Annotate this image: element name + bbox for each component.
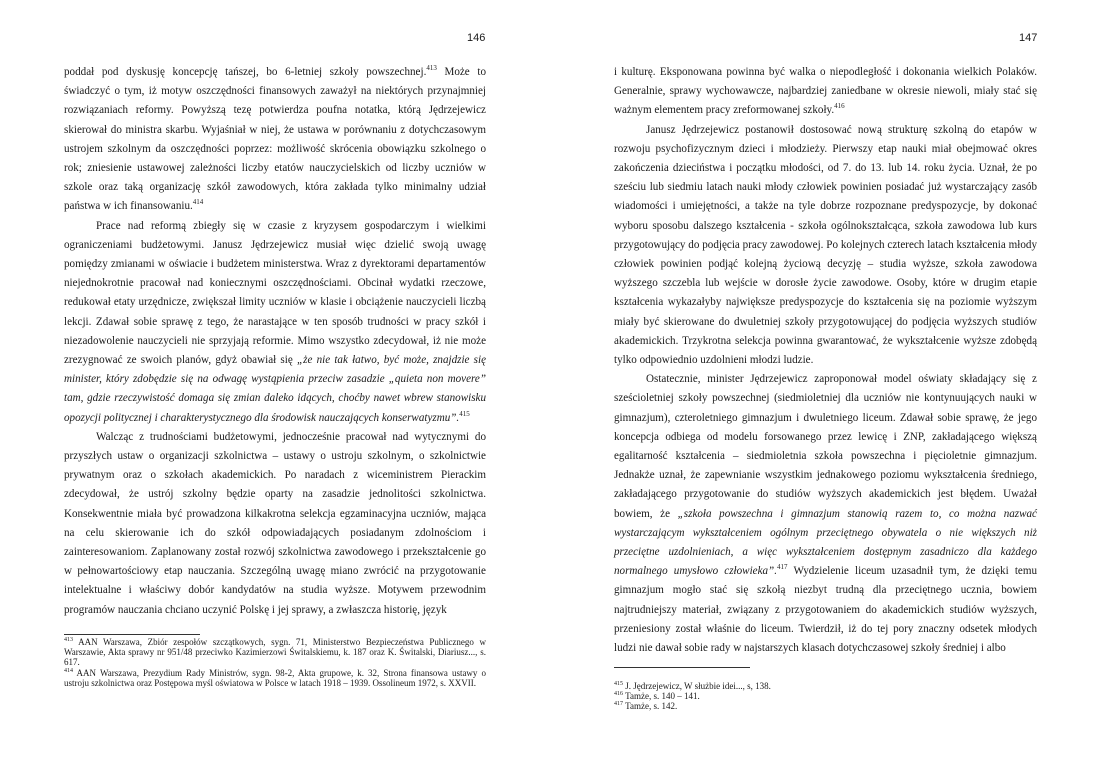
page-number: 147 [1019, 32, 1038, 44]
text-run: poddał pod dyskusję koncepcję tańszej, bo 6-letniej szkoły powszechnej. [64, 66, 427, 78]
paragraph [64, 217, 486, 428]
footnote-separator [64, 634, 200, 635]
footnote-ref: 414 [192, 198, 204, 207]
text-run: Prace nad reformą zbiegły się w czasie z kryzysem gospodarczym i wielkimi ograniczeniami budżetowymi. Janusz Jędrzejewicz musiał więc dzielić swoją uwagę pomiędzy zmianami w oświacie i budżetem ministerstwa. Wraz z dyrektorami departamentów niejednokrotnie pracował nad koniecznymi oszczędnościami. Obcinał wydatki rzeczowe, redukował etaty urzędnicze, zwiększał limity uczniów w klasie i obciążenie nauczycieli liczbą lekcji. Zdawał sobie sprawę z tego, że narastające w ten sposób trudności w pracy szkół i niezadowolenie nauczycieli nie sprzyjają reformie. Mimo wszystko zdecydował, iż nie może zrezygnować ze swoich planów, gdyż obawiał się [64, 219, 486, 367]
footnotes [64, 637, 486, 688]
body-text [614, 63, 1037, 658]
footnote-ref: 417 [777, 563, 788, 572]
footnote [614, 681, 1037, 691]
paragraph [64, 428, 486, 620]
quotation: „szkoła powszechna i gimnazjum stanowią razem to, co można nazwać wystarczającym wykształceniem ogólnym przeciętnego obywatela o nie większych niż przeciętne uzdolnieniach, a więc wykształceniem dostępnym zasadniczo dla każdego normalnego umysłowo człowieka”. [614, 507, 1037, 578]
footnote-text: AAN Warszawa, Prezydium Rady Ministrów, sygn. 98-2, Akta grupowe, k. 32, Strona finansowa ustawy o ustroju szkolnictwa oraz Postępowa myśl oświatowa w Polsce w latach 1918 – 1939. Ossolineum 1972, s. XXVII. [64, 667, 486, 688]
text-run: Może to świadczyć o tym, iż motyw oszczędności finansowych zaważył na niektórych przynajmniej rozwiązaniach reformy. Powyższą tezę potwierdza poufna notatka, którą Jędrzejewicz skierował do ministra skarbu. Wyjaśniał w niej, że ustawa w porównaniu z dotychczasowym ustrojem szkolnym da oszczędności poprzez: możliwość skrócenia obowiązku szkolnego o rok; zniesienie ustawowej zależności liczby etatów nauczycielskich od liczby uczniów w szkole oraz taką organizację szkół zawodowych, która zakłada tylko minimalny udział państwa w ich finansowaniu. [64, 66, 486, 213]
paragraph [614, 63, 1037, 121]
footnote-number: 417 [614, 701, 623, 708]
footnote-number: 416 [614, 691, 623, 698]
text-run: Walcząc z trudnościami budżetowymi, jednocześnie pracował nad wytycznymi do przyszłych ustaw o organizacji szkolnictwa – ustawy o ustroju szkolnym, o szkolnictwie prywatnym oraz o szkołach akademickich. Po naradach z wiceministrem Pierackim zdecydował, że ustrój szkolny będzie oparty na zasadzie jednolitości szkolnictwa. Konsekwentnie miała być prowadzona kilkakrotna selekcja egzaminacyjna uczniów, mająca na celu skierowanie ich do szkół odpowiadających posiadanym zdolnościom i zainteresowaniom. Zaplanowany został rozwój szkolnictwa zawodowego i przekształcenie go w pełnowartościowy etap nauczania. Szczególną uwagę miano zwrócić na przygotowanie intelektualne i właściwy dobór kandydatów na studia wyższe. Motywem przewodnim programów nauczania chciano uczynić Polskę i jej sprawy, a zwłaszcza historię, język [64, 430, 486, 616]
footnote-number: 414 [64, 667, 73, 674]
footnote-text: Tamże, s. 140 – 141. [623, 691, 700, 702]
footnote-number: 413 [64, 637, 73, 643]
footnotes [614, 681, 1037, 712]
text-run: Ostatecznie, minister Jędrzejewicz zaproponował model oświaty składający się z sześcioletniej szkoły powszechnej (siedmioletniej dla uczniów nie kontynuujących nauki w gimnazjum), czteroletniego gimnazjum i dwuletniego liceum. Zdawał sobie sprawę, że jego koncepcja odbiega od modelu forsowanego przez lewicę i ZNP, zakładającego większą egalitarność kształcenia – siedmioletnia szkoła powszechna i pięcioletnie gimnazjum. Jednakże uznał, że zapewnianie wszystkim jednakowego poziomu wykształcenia średniego, zakładającego przygotowanie do studiów wyższych akademickich jest błędem. Uważał bowiem, że [614, 373, 1037, 520]
text-run: i kulturę. Eksponowana powinna być walka o niepodległość i dokonania wielkich Polaków. Generalnie, sprawy wychowawcze, najbardziej zaniedbane w okresie niewoli, miały stać się ważnym elementem pracy zreformowanej szkoły. [614, 66, 1037, 117]
footnote-ref: 415 [459, 409, 470, 418]
text-run: Wydzielenie liceum uzasadnił tym, że dzięki temu gimnazjum mogło stać się szkołą niezbyt trudną dla przeciętnego ucznia, bowiem najtrudniejszy materiał, związany z przygotowaniem do akademickich studiów wyższych, przeniesiony został właśnie do liceum. Twierdził, iż do tej pory znaczny odsetek młodych ludzi nie dawał sobie rady w najstarszych klasach dotychczasowej szkoły średniej i albo [614, 565, 1037, 655]
footnote-text: J. Jędrzejewicz, W służbie idei..., s, 138. [623, 681, 771, 691]
paragraph [614, 370, 1037, 658]
right-page [550, 0, 1100, 778]
footnote-number: 415 [614, 681, 623, 687]
body-text [64, 63, 486, 620]
footnote [614, 691, 1037, 701]
paragraph [64, 63, 486, 217]
quotation: „że nie tak łatwo, być może, znajdzie się minister, który zdobędzie się na odwagę wystąpienia przeciw zasadzie „quieta non movere” tam, gdzie rzeczywistość domaga się zmian daleko idących, choćby nawet wbrew stanowisku opozycji politycznej i charakterystycznego dla środowisk nauczających konserwatyzmu”. [64, 354, 486, 424]
page-number: 146 [467, 32, 486, 44]
footnote [614, 701, 1037, 711]
footnote-separator [614, 667, 750, 668]
footnote [64, 668, 486, 688]
footnote-text: Tamże, s. 142. [623, 701, 678, 712]
footnote-ref: 416 [834, 102, 845, 111]
footnote-ref: 413 [426, 64, 437, 72]
footnote-text: AAN Warszawa, Zbiór zespołów szczątkowych, sygn. 71, Ministerstwo Bezpieczeństwa Publicznego w Warszawie, Akta sprawy nr 951/48 przeciwko Kazimierzowi Świtalskiemu, k. 187 oraz K. Świtalski, Diariusz..., s. 617. [64, 637, 486, 668]
text-run: Janusz Jędrzejewicz postanowił dostosować nową strukturę szkolną do etapów w rozwoju psychofizycznym dzieci i młodzieży. Pierwszy etap nauki miał obejmować okres zakończenia dzieciństwa i początku młodości, od 7. do 13. lub 14. roku życia. Uznał, że po sześciu lub siedmiu latach nauki młody człowiek powinien posiadać już wystarczający zasób wiadomości i umiejętności, a także na tyle dobrze rozpoznane predyspozycje, by dokonać wyboru sposobu dalszego kształcenia - szkoła ogólnokształcąca, szkoła zawodowa lub kurs przygotowujący do podjęcia pracy zawodowej. Po kolejnych czterech latach kształcenia młody człowiek powinien podjąć kolejną życiową decyzję – studia wyższe, szkoła zawodowa wyższego szczebla lub wejście w dorosłe życie zawodowe. Osoby, które w drugim etapie kształcenia wykazałyby największe predyspozycje do kształcenia się na poziomie wyższym miały być skierowane do dwuletniej szkoły przygotowującej do podjęcia wyższych studiów akademickich. Trzykrotna selekcja powinna gwarantować, że wykształcenie wyższe zdobędą tylko odpowiednio uzdolnieni młodzi ludzie. [614, 123, 1037, 367]
paragraph [614, 121, 1037, 371]
footnote [64, 637, 486, 668]
